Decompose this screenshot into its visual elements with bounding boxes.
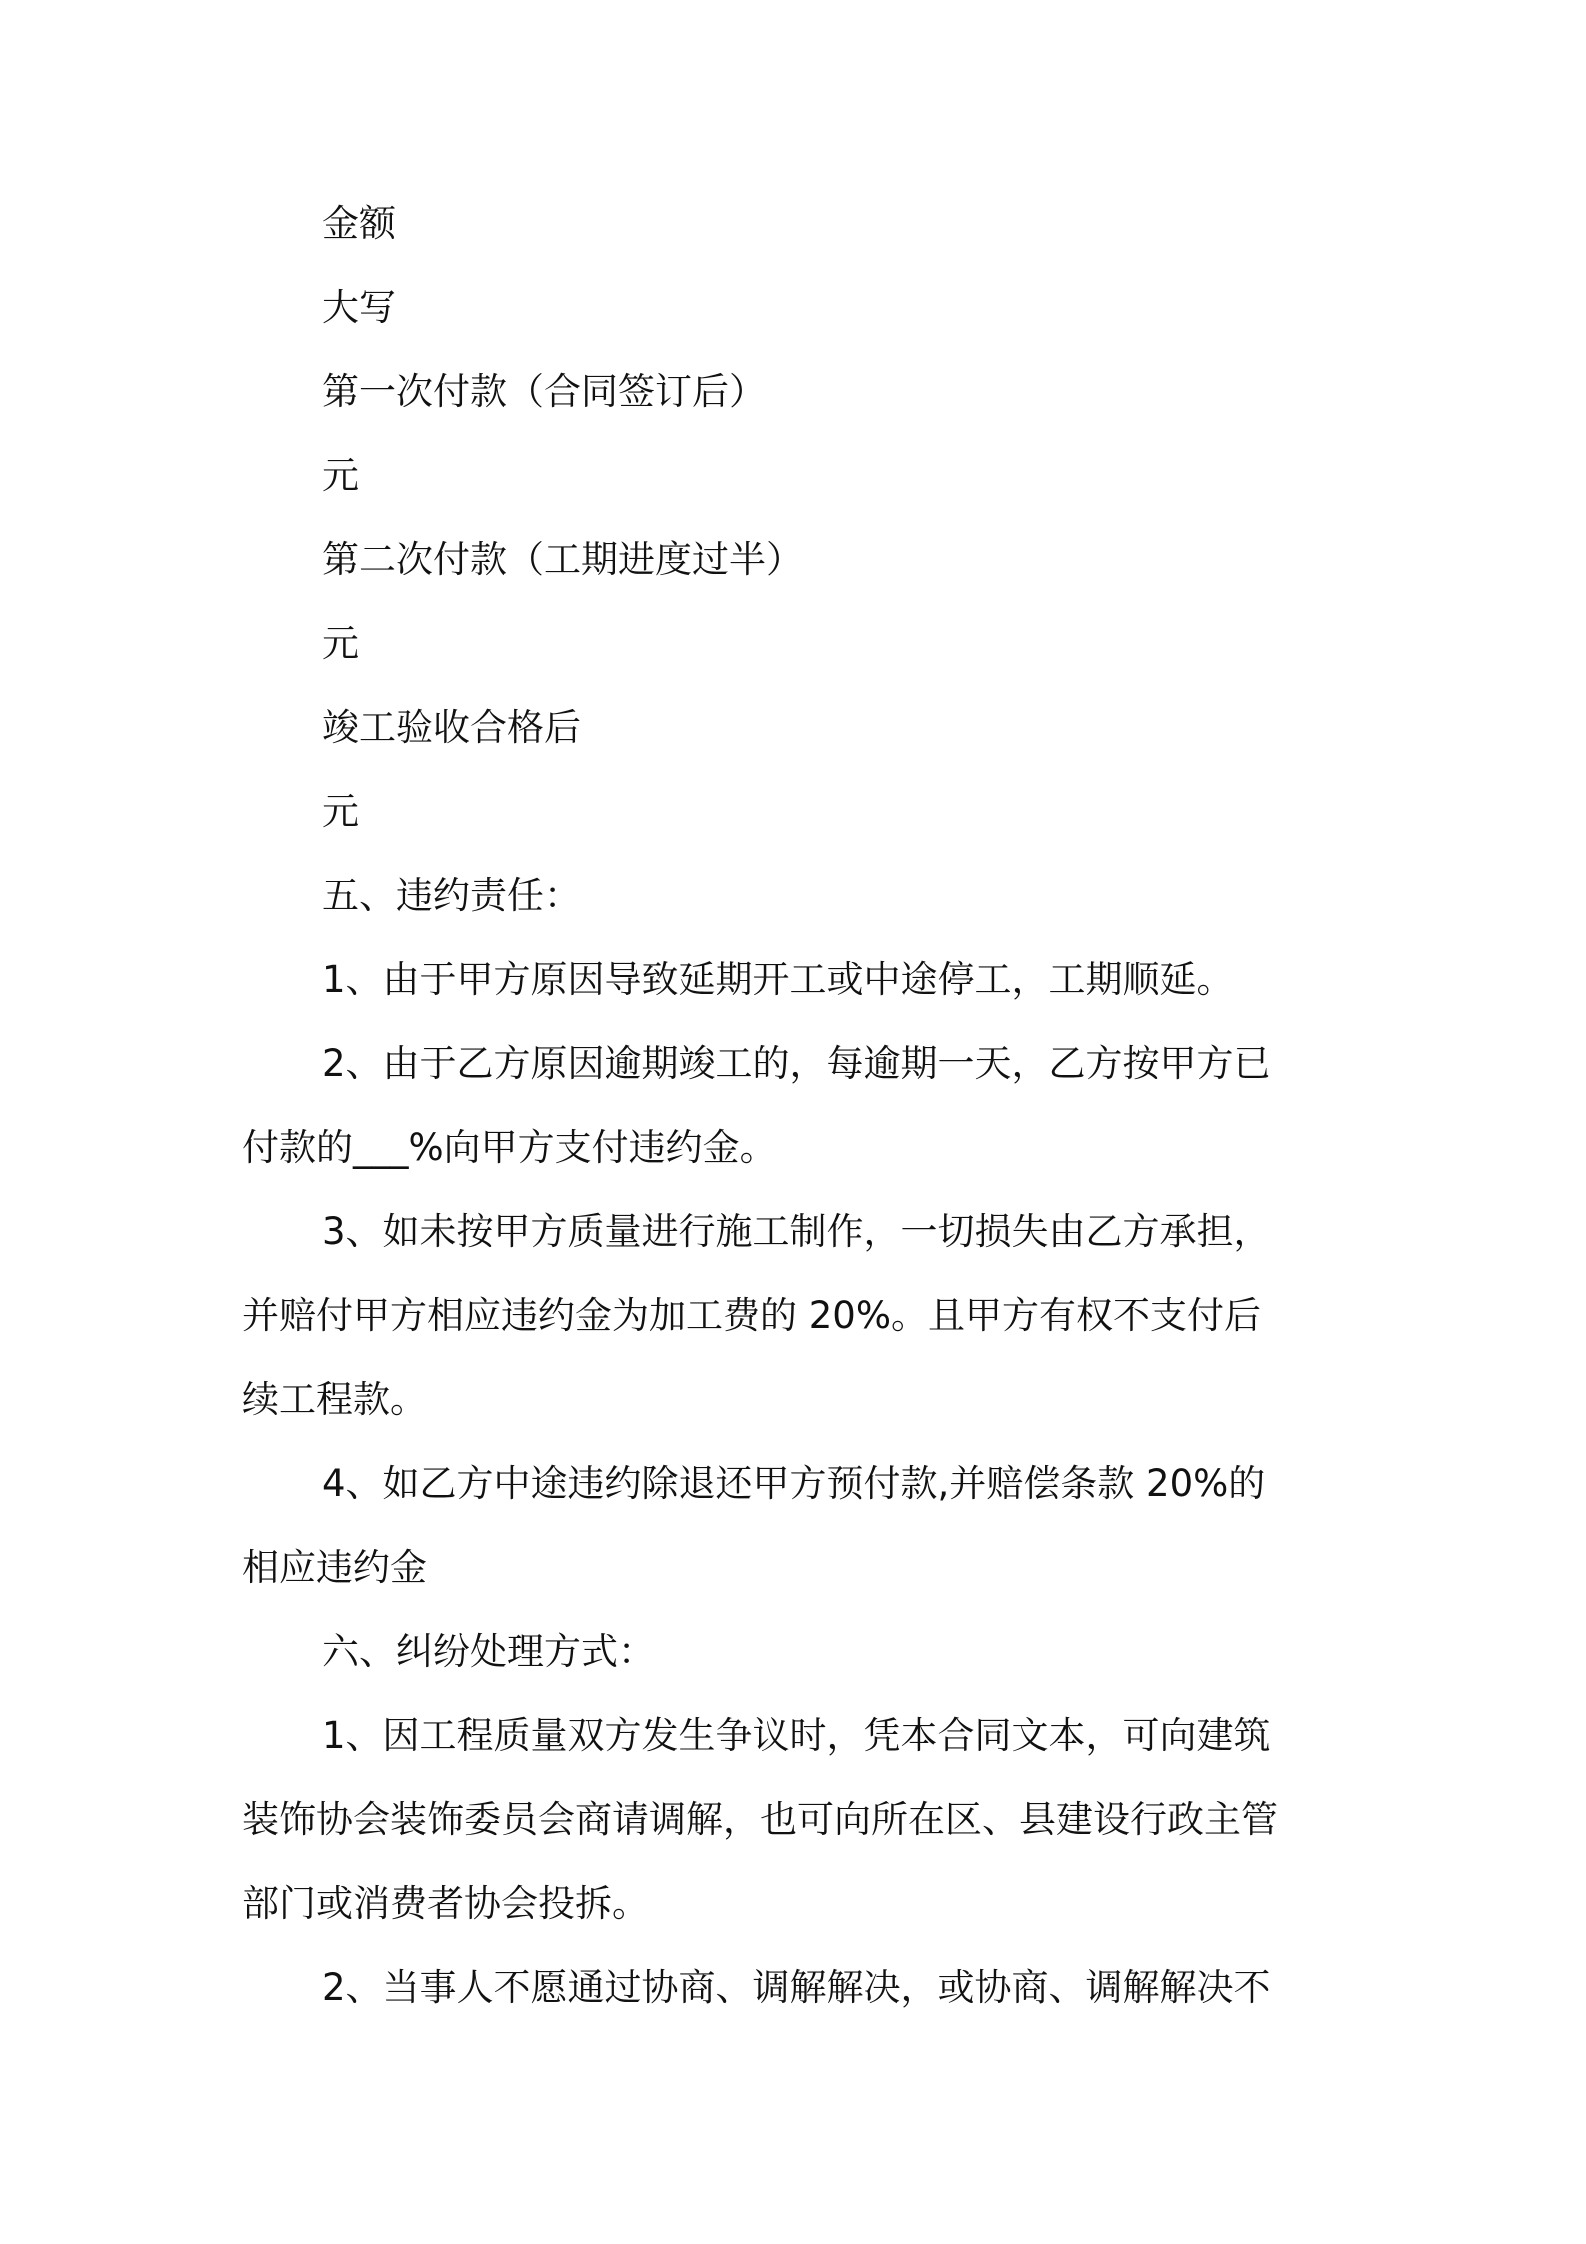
text-second-payment: 第二次付款（工期进度过半） [322, 538, 803, 581]
clause-5-2-line-2: 付款的___%向甲方支付违约金。 [242, 1126, 777, 1169]
text-amount: 金额 [322, 202, 396, 245]
text-capital: 大写 [322, 286, 396, 329]
section-heading-liability: 五、违约责任： [322, 874, 581, 917]
clause-6-1-line-1: 1、因工程质量双方发生争议时，凭本合同文本，可向建筑 [322, 1714, 1271, 1757]
text-yuan-3: 元 [322, 790, 359, 833]
text-first-payment: 第一次付款（合同签订后） [322, 370, 766, 413]
clause-5-4-line-1: 4、如乙方中途违约除退还甲方预付款,并赔偿条款 20%的 [322, 1462, 1266, 1505]
text-yuan-2: 元 [322, 622, 359, 665]
clause-5-1: 1、由于甲方原因导致延期开工或中途停工，工期顺延。 [322, 958, 1234, 1001]
clause-5-2-line-1: 2、由于乙方原因逾期竣工的，每逾期一天，乙方按甲方已 [322, 1042, 1271, 1085]
text-yuan-1: 元 [322, 454, 359, 497]
clause-5-3-line-3: 续工程款。 [242, 1378, 427, 1421]
clause-5-3-line-2: 并赔付甲方相应违约金为加工费的 20%。且甲方有权不支付后 [242, 1294, 1261, 1337]
clause-5-4-line-2: 相应违约金 [242, 1546, 427, 1589]
text-final-acceptance: 竣工验收合格后 [322, 706, 581, 749]
clause-5-3-line-1: 3、如未按甲方质量进行施工制作，一切损失由乙方承担， [322, 1210, 1271, 1253]
clause-6-1-line-3: 部门或消费者协会投拆。 [242, 1882, 649, 1925]
clause-6-1-line-2: 装饰协会装饰委员会商请调解，也可向所在区、县建设行政主管 [242, 1798, 1278, 1841]
clause-6-2-line-1: 2、当事人不愿通过协商、调解解决，或协商、调解解决不 [322, 1966, 1271, 2009]
section-heading-dispute: 六、纠纷处理方式： [322, 1630, 655, 1673]
